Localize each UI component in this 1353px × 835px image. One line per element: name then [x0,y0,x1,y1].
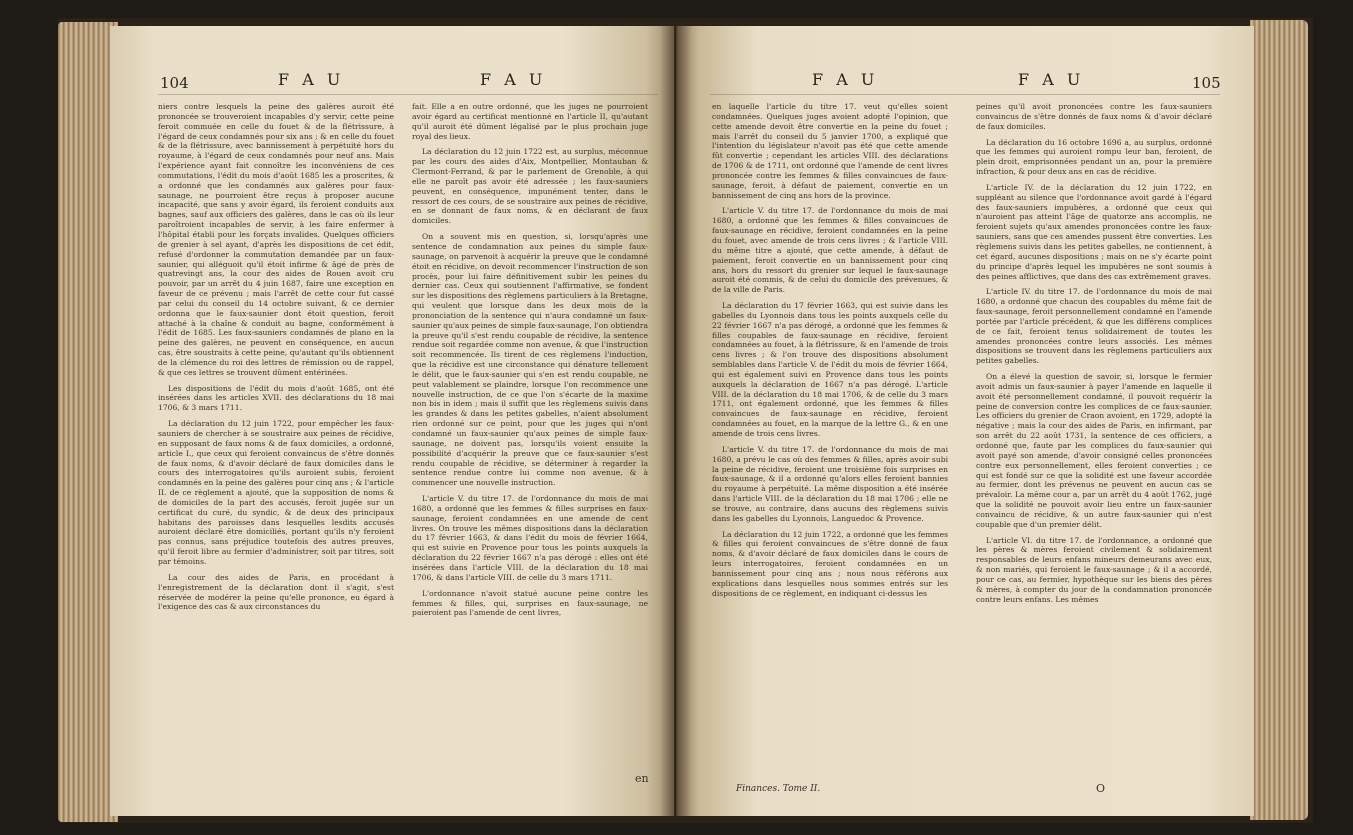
right-page-column-1 [712,102,948,605]
left-page-column-1 [158,102,394,618]
paragraph: La déclaration du 17 février 1663, qui est suivie dans les gabelles du Lyonnois dans tous les points auxquels celle du 22 février 1667 n'a pas dérogé, a ordonné que les femmes & filles coupables de faux-saunage en récidive, feroient condamnées au fouet, à la flétrissure, & en l'amende de trois cens livres ; & l'on trouve des dispositions absolument semblables dans l'article V. de l'édit du mois de février 1664, qui est également suivi en Provence dans tous les points auxquels la déclaration de 1667 n'a pas dérogé. L'article VIII. de la déclaration du 18 mai 1706, & de celle du 3 mars 1711, ont également ordonné, que les femmes & filles convaincues de faux-saunage en récidive, feroient condamnées au fouet, en la marque de la lettre G., & en une amende de trois cens livres. [712,301,948,438]
left-page-column-2 [412,102,648,624]
paragraph: L'article IV. de la déclaration du 12 juin 1722, en suppléant au silence que l'ordonnance avoit gardé à l'égard des faux-sauniers impubères, a ordonné que ceux qui n'auroient pas atteint l'âge de quatorze ans accomplis, ne feroient sujets qu'aux amendes prononcées contre les faux-sauniers, sans que ces amendes pussent être converties. Les règlemens suivis dans les petites gabelles, ne contiennent, à cet égard, aucunes dispositions ; mais on ne s'y écarte point du principe d'après lequel les impubères ne sont soumis à des peines afflictives, que dans des cas extrêmement graves. [976,182,1212,281]
running-header-left-1: F A U [278,70,345,89]
paragraph: Les dispositions de l'édit du mois d'août 1685, ont été insérées dans les articles XVII. des déclarations du 18 mai 1706, & 3 mars 1711. [158,383,394,413]
paragraph: La déclaration du 12 juin 1722, a ordonné que les femmes & filles qui feroient convaincues de s'être donné de faux noms, & d'avoir déclaré de faux domiciles dans le cours de leurs interrogatoires, feroient condamnées en un bannissement pour cinq ans ; nous nous référons aux explications dans lesquelles nous sommes entrés sur les dispositions de ce règlement, en indiquant ci-dessus les [712,529,948,598]
paragraph: en laquelle l'article du titre 17. veut qu'elles soient condamnées. Quelques juges avoient adopté l'opinion, que cette amende devoit être convertie en la peine du fouet ; mais l'arrêt du conseil du 5 janvier 1700, a expliqué que l'intention du législateur n'avoit pas été que cette amende fût convertie ; cependant les articles VIII. des déclarations de 1706 & de 1711, ont ordonné que l'amende de cent livres prononcée contre les femmes & filles convaincues de faux-saunage, feroit, à défaut de paiement, convertie en un bannissement de cinq ans hors de la province. [712,102,948,200]
page-footer: Finances. Tome II. [736,784,821,794]
paragraph: L'ordonnance n'avoit statué aucune peine contre les femmes & filles, qui, surprises en faux-saunage, ne paieroient pas l'amende de cent livres, [412,588,648,618]
right-page [676,26,1254,816]
paragraph: peines qu'il avoit prononcées contre les faux-sauniers convaincus de s'être donnés de faux noms & d'avoir déclaré de faux domiciles. [976,102,1212,131]
paragraph: niers contre lesquels la peine des galères auroit été prononcée se trouveroient incapables d'y servir, cette peine feroit commuée en celle du fouet & de la flétrissure, à l'égard de ceux condamnés pour six ans ; & en celle du fouet & de la flétrissure, avec bannissement à perpétuité hors du royaume, à l'égard de ceux condamnés pour neuf ans. Mais l'expérience ayant fait connoître les inconvéniens de ces commutations, l'édit du mois d'août 1685 les a proscrites, & a ordonné que les condamnés aux galères pour faux-saunage, ne pourroient être reçus à proposer aucune incapacité, que sans y avoir égard, ils feroient conduits aux bagnes, sauf aux officiers des galères, dans le cas où ils leur paroîtroient incapables de servir, à les faire enfermer à l'hôpital établi pour les forçats invalides. Quelques officiers de grenier à sel ayant, d'après les dispositions de cet édit, refusé d'ordonner la commutation demandée par un faux-saunier, qui alléguoit qu'il étoit infirme & âgé de près de quatrevingt ans, la cour des aides de Rouen avoit cru pouvoir, par un arrêt du 4 juin 1687, faire une exception en faveur de ce prévenu ; mais l'arrêt de cette cour fut cassé par celui du conseil du 14 octobre suivant, & ce dernier ordonna que le faux-saunier dont étoit question, feroit attaché à la chaîne & conduit au bagne, conformément à l'édit de 1685. Les faux-sauniers condamnés de plano en la peine des galères, ne peuvent en conséquence, en aucun cas, être soustraits à cette peine, qu'autant qu'ils obtiennent de la clémence du roi des lettres de rémission ou de rappel, & que ces lettres se trouvent dûment entérinées. [158,102,394,377]
paragraph: fait. Elle a en outre ordonné, que les juges ne pourroient avoir égard au certificat mentionné en l'article II, qu'autant qu'il auroit été dûment légalisé par le plus prochain juge royal des lieux. [412,102,648,141]
page-number-left: 104 [160,74,189,92]
page-edges-left [58,22,118,822]
left-page [110,26,674,816]
paragraph: La déclaration du 12 juin 1722 est, au surplus, méconnue par les cours des aides d'Aix, Montpellier, Montauban & Clermont-Ferrand, & par le parlement de Grenoble, à qui elle ne paroît pas avoir été adressée ; les faux-sauniers peuvent, en conséquence, impunément tenter, dans le ressort de ces cours, de se soustraire aux peines de récidive, en se donnant de faux noms, & en déclarant de faux domiciles. [412,147,648,226]
paragraph: On a souvent mis en question, si, lorsqu'après une sentence de condamnation aux peines du simple faux-saunage, on parvenoit à acquérir la preuve que le condamné étoit en récidive, on devoit recommencer l'instruction de son procès, pour lui faire définitivement subir les peines du dernier cas. Ceux qui soutiennent l'affirmative, se fondent sur les dispositions des règlemens particuliers à la Bretagne, qui veulent que lorsque dans les deux mois de la prononciation de la sentence qui n'aura condamné un faux-saunier qu'aux peines de simple faux-saunage, l'on obtiendra la preuve qu'il s'est rendu coupable de récidive, la sentence rendue soit regardée comme non avenue, & que l'instruction soit recommencée. Ils tirent de ces règlemens l'induction, que la récidive est une circonstance qui dénature tellement le délit, que le faux-saunier qui s'en est rendu coupable, ne peut valablement se plaindre, lorsque l'on recommence une nouvelle instruction, de ce que l'on s'écarte de la maxime non bis in idem ; mais il suffit que les règlemens suivis dans les grandes & dans les petites gabelles, n'aient absolument rien ordonné sur ce point, pour que les juges qui n'ont condamné un faux-saunier qu'aux peines de simple faux-saunage, ne doivent pas, lorsqu'ils voient ensuite la possibilité d'acquérir la preuve que ce faux-saunier s'est rendu coupable de récidive, se déterminer à regarder la sentence rendue contre lui comme non avenue, & à commencer une nouvelle instruction. [412,232,648,488]
paragraph: L'article V. du titre 17. de l'ordonnance du mois de mai 1680, a prévu le cas où des femmes & filles, après avoir subi la peine de récidive, feroient une troisième fois surprises en faux-saunage, & il a ordonné qu'alors elles feroient bannies du royaume à perpétuité. La même disposition a été insérée dans l'article VIII. de la déclaration du 18 mai 1706 ; elle ne se trouve, au contraire, dans aucuns des règlemens suivis dans les gabelles du Lyonnois, Languedoc & Provence. [712,444,948,523]
paragraph: La déclaration du 16 octobre 1696 a, au surplus, ordonné que les femmes qui auroient rompu leur ban, feroient, de plein droit, emprisonnées pendant un an, pour la première infraction, & pour deux ans en cas de récidive. [976,137,1212,177]
header-rule-right [710,94,1220,95]
page-edges-right [1250,20,1308,820]
header-rule-left [158,94,658,95]
paragraph: L'article VI. du titre 17. de l'ordonnance, a ordonné que les pères & mères feroient civilement & solidairement responsables de leurs enfans mineurs demeurans avec eux, & non mariés, qui feroient le faux-saunage ; & il a accordé, pour ce cas, au fermier, hypothèque sur les biens des pères & mères, à compter du jour de la condamnation prononcée contre leurs enfans. Les mêmes [976,535,1212,604]
running-header-right-2: F A U [1018,70,1085,89]
book-gutter [660,26,692,816]
paragraph: L'article IV. du titre 17. de l'ordonnance du mois de mai 1680, a ordonné que chacun des coupables du même fait de faux-saunage, feroit personnellement condamné en l'amende portée par l'article précédent, & que les différens complices de ce fait, feroient tenus solidairement de toutes les amendes prononcées contre leurs associés. Les mêmes dispositions se trouvent dans les règlemens particuliers aux petites gabelles. [976,287,1212,366]
paragraph: On a élevé la question de savoir, si, lorsque le fermier avoit admis un faux-saunier à payer l'amende en laquelle il avoit été personnellement condamné, il pouvoit requérir la peine de conversion contre les complices de ce faux-saunier. Les officiers du grenier de Craon avoient, en 1729, adopté la négative ; mais la cour des aides de Paris, en infirmant, par son arrêt du 22 août 1731, la sentence de ces officiers, a ordonné que, faute par les complices du faux-saunier qui avoit payé son amende, d'avoir consigné celles prononcées contre eux personnellement, elles feroient converties ; ce qui est fondé sur ce que la solidité est une faveur accordée au fermier, dont les prévenus ne peuvent en aucun cas se prévaloir. La même cour a, par un arrêt du 4 août 1762, jugé que la solidité ne pouvoit avoir lieu entre un faux-saunier convaincu de récidive, & un autre faux-saunier qui n'est coupable que d'un premier délit. [976,372,1212,529]
right-page-column-2 [976,102,1212,611]
catch-word: en [635,772,649,785]
running-header-left-2: F A U [480,70,547,89]
running-header-right-1: F A U [812,70,879,89]
signature-mark: O [1096,782,1106,795]
paragraph: La déclaration du 12 juin 1722, pour empêcher les faux-sauniers de chercher à se soustraire aux peines de récidive, en supposant de faux noms & de faux domiciles, a ordonné, article I., que ceux qui feroient convaincus de s'être donnés de faux noms, & d'avoir déclaré de faux domiciles dans le cours des interrogatoires qu'ils auroient subis, feroient condamnés en la peine des galères pour cinq ans ; & l'article II. de ce règlement a ajouté, que la supposition de noms & de domiciles de la part des accusés, feroit jugée sur un certificat du curé, du syndic, & de deux des principaux habitans des paroisses dans lesquelles lesdits accusés auroient déclaré être domiciliés, portant qu'ils n'y feroient pas connus, sans préjudice toutefois des autres preuves, qu'il feroit libre au fermier d'administrer, soit par titres, soit par témoins. [158,419,394,566]
page-number-right: 105 [1192,74,1221,92]
paragraph: L'article V. du titre 17. de l'ordonnance du mois de mai 1680, a ordonné que les femmes & filles surprises en faux-saunage, feroient condamnées en une amende de cent livres. On trouve les mêmes dispositions dans la déclaration du 17 février 1663, & dans l'édit du mois de février 1664, qui est suivie en Provence pour tous les points auxquels la déclaration du 22 février 1667 n'a pas dérogé : elles ont été insérées dans l'article VIII. de la déclaration du 18 mai 1706, & dans l'article VIII. de celle du 3 mars 1711. [412,494,648,582]
paragraph: L'article V. du titre 17. de l'ordonnance du mois de mai 1680, a ordonné que les femmes & filles convaincues de faux-saunage en récidive, feroient condamnées en la peine du fouet, avec amende de trois cens livres ; & l'article VIII. du même titre a ajouté, que cette amende, à défaut de paiement, feroit convertie en un bannissement pour cinq ans, hors du ressort du grenier sur lequel le faux-saunage auroit été commis, & de celui du domicile des prévenues, & de la ville de Paris. [712,206,948,295]
paragraph: La cour des aides de Paris, en procédant à l'enregistrement de la déclaration dont il s'agit, s'est réservée de modérer la peine qu'elle prononce, eu égard à l'exigence des cas & aux circonstances du [158,572,394,612]
